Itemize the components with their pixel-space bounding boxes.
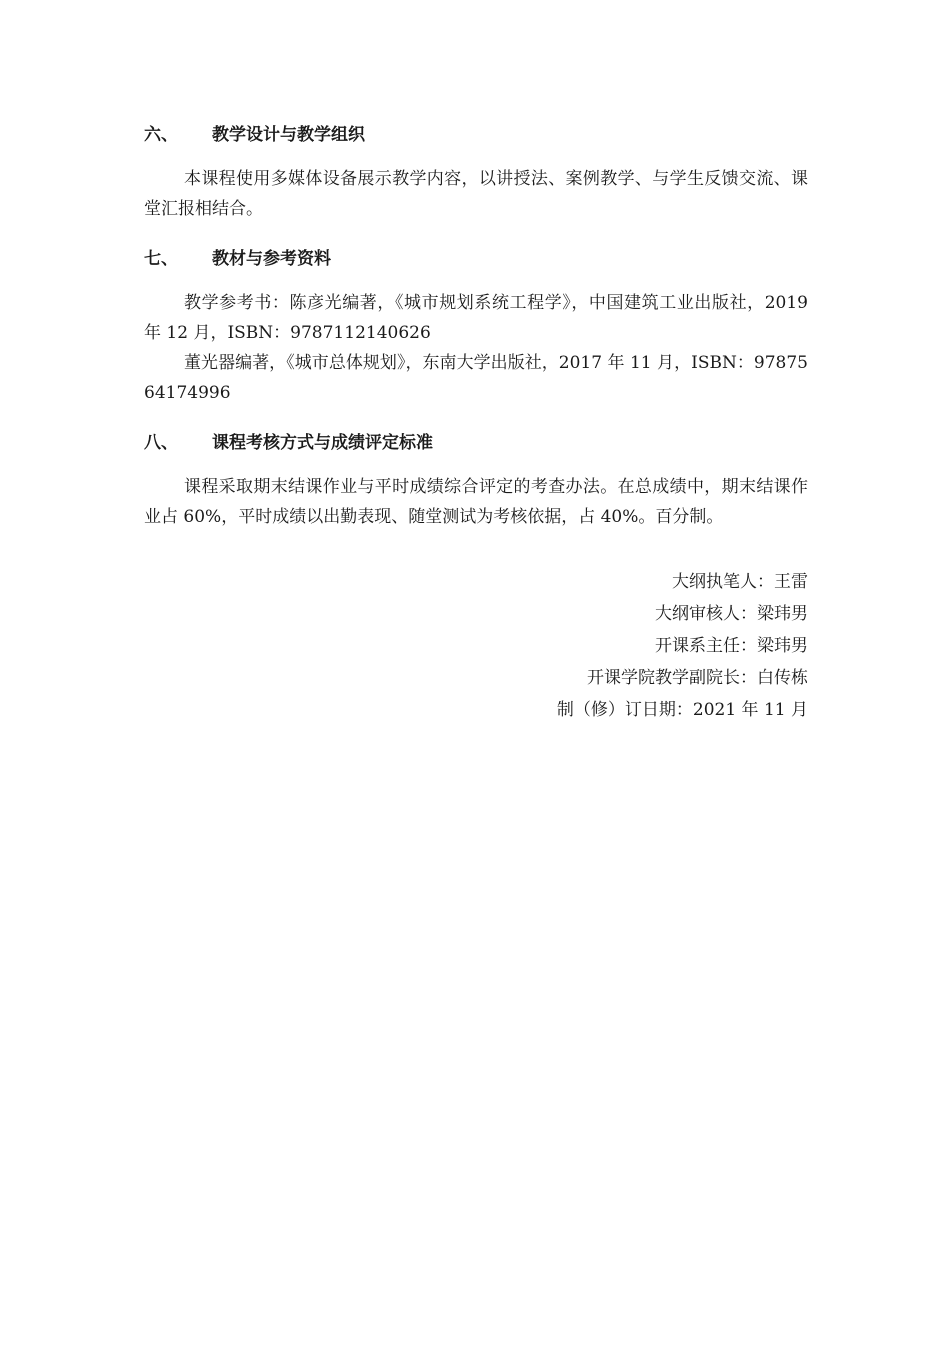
signature-vice-dean: 开课学院教学副院长：白传栋 xyxy=(587,668,808,688)
paragraph: 教学参考书：陈彦光编著，《城市规划系统工程学》，中国建筑工业出版社，2019 年 12 月，ISBN：9787112140626 xyxy=(144,293,808,343)
document-body xyxy=(144,120,808,538)
revision-date: 制（修）订日期：2021 年 11 月 xyxy=(556,700,808,720)
section-heading-7 xyxy=(144,244,808,274)
section-title: 教材与参考资料 xyxy=(212,249,331,269)
paragraph: 本课程使用多媒体设备展示教学内容，以讲授法、案例教学、与学生反馈交流、课堂汇报相结合。 xyxy=(144,169,808,219)
section-number: 七、 xyxy=(144,249,178,269)
section-title: 教学设计与教学组织 xyxy=(212,125,365,145)
signature-department-head: 开课系主任：梁玮男 xyxy=(655,636,808,656)
section-number: 六、 xyxy=(144,125,178,145)
paragraph: 课程采取期末结课作业与平时成绩综合评定的考查办法。在总成绩中，期末结课作业占 60%，平时成绩以出勤表现、随堂测试为考核依据，占 40%。百分制。 xyxy=(144,477,808,527)
section-heading-8 xyxy=(144,428,808,458)
signature-reviewer: 大纲审核人：梁玮男 xyxy=(655,604,808,624)
paragraph: 董光器编著，《城市总体规划》，东南大学出版社，2017 年 11 月，ISBN：9787564174996 xyxy=(144,353,808,403)
section-heading-6 xyxy=(144,120,808,150)
signature-block xyxy=(557,566,808,726)
signature-author: 大纲执笔人：王雷 xyxy=(672,572,808,592)
section-number: 八、 xyxy=(144,433,178,453)
section-title: 课程考核方式与成绩评定标准 xyxy=(212,433,433,453)
